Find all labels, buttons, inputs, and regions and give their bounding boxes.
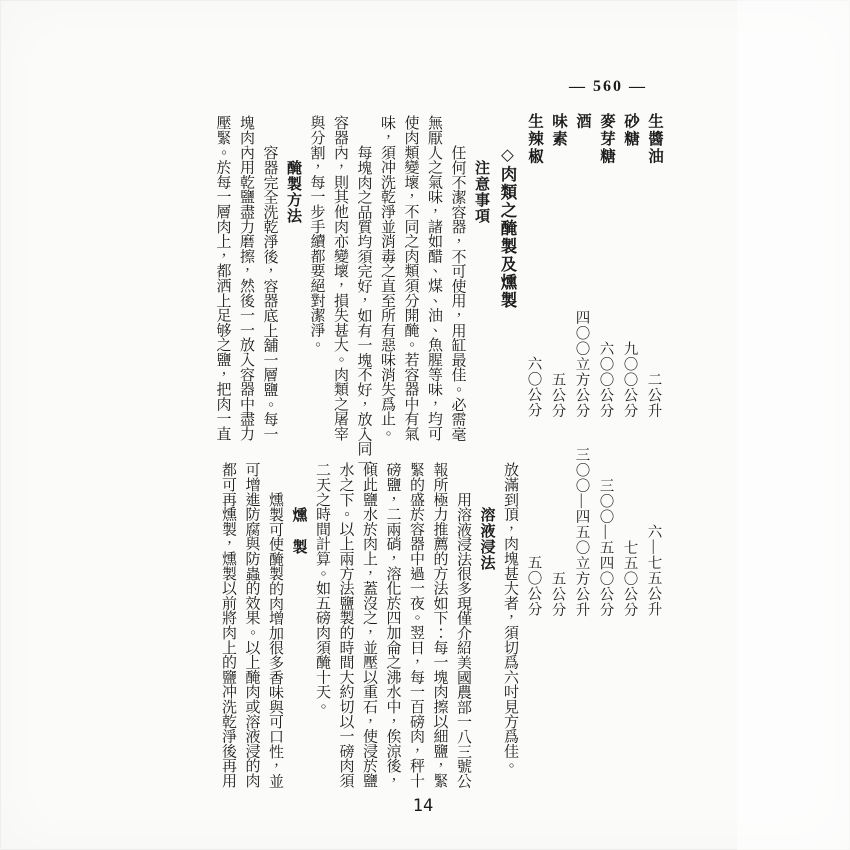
text-column: 都可再燻製，燻製以前將肉上的鹽冲洗乾淨後再用	[220, 462, 236, 788]
subsection-heading: 溶液浸法	[478, 507, 495, 571]
ingredient-amount-batch1: 九〇〇公分	[621, 340, 638, 418]
article-bottom-register	[209, 462, 517, 812]
subsection-heading: 燻 製	[290, 507, 307, 555]
subsection-heading: 注意事項	[473, 160, 489, 224]
text-column: 緊的盛於容器中過一夜。翌日，每一百磅肉，秤十	[408, 462, 424, 788]
text-column: 味，須冲洗乾淨並消毒之直至所有惡味消失爲止。	[379, 115, 395, 441]
ingredient-column	[546, 113, 570, 619]
ingredient-column	[594, 113, 618, 619]
text-column: 壓緊。於每一層肉上，都洒上足够之鹽，把肉一直	[214, 115, 231, 441]
subsection-heading: 醃製方法	[285, 160, 301, 224]
ingredient-name: 麥芽糖	[598, 113, 615, 166]
text-column: 放滿到頂，肉塊甚大者，須切爲六吋見方爲佳。	[502, 462, 518, 773]
ingredient-name: 生醬油	[646, 113, 663, 166]
section-title: ◇肉類之醃製及燻製	[498, 145, 517, 310]
ingredient-column	[522, 113, 546, 619]
text-column: 磅鹽，二兩硝，溶化於四加侖之沸水中，俟涼後，	[384, 462, 401, 788]
ingredient-amount-batch2: 三〇〇—五四〇公分	[597, 477, 614, 617]
text-column: 無厭人之氣味，諸如醋、煤、油、魚腥等味，均可	[426, 115, 442, 441]
ingredient-amount-batch1: 五公分	[549, 371, 566, 418]
ingredient-column	[570, 113, 594, 619]
article-top-register	[207, 115, 517, 471]
page-number: 14	[412, 796, 434, 816]
ingredient-name: 味素	[550, 113, 567, 148]
ingredient-amount-batch2: 五公分	[549, 570, 566, 617]
text-column: 每塊肉之品質均須完好，如有一塊不好，放入同一	[355, 145, 372, 471]
text-column: 可增進防腐與防蟲的效果。以上醃肉或溶液浸的肉	[243, 462, 260, 788]
ingredient-amount-batch2: 六—七五公升	[645, 524, 662, 617]
text-column: 二天之時間計算。如五磅肉須醃十天。	[314, 462, 330, 714]
text-column: 用溶液浸法很多現僅介紹美國農部一八三號公	[455, 492, 471, 789]
text-column: 塊肉內用乾鹽盡力磨擦，然後一一放入容器中盡力	[238, 115, 254, 441]
ingredient-name: 生辣椒	[526, 113, 543, 166]
text-column: 燻製可使醃製的肉增加很多香味與可口性，並	[267, 492, 283, 789]
page-header-folio: — 560 —	[569, 78, 647, 95]
ingredient-name: 酒	[574, 113, 591, 131]
ingredient-amount-batch1: 六〇公分	[525, 356, 542, 418]
text-column: 與分割，每一步手續都要絕對潔淨。	[308, 115, 325, 352]
ingredient-name: 砂糖	[622, 113, 639, 148]
text-column: 使肉類變壞，不同之肉類須分開醃。若容器中有氣	[402, 115, 419, 441]
ingredient-amount-batch2: 五〇公分	[525, 555, 542, 617]
ingredient-amount-batch1: 六〇〇公分	[597, 340, 614, 418]
text-column: 報所極力推薦的方法如下：每一塊肉擦以細鹽，緊	[431, 462, 448, 788]
ingredient-amount-batch2: 三〇〇—四五〇立方公升	[573, 446, 590, 617]
ingredient-amount-batch2: 七五〇公分	[621, 539, 638, 617]
ingredient-amount-batch1: 二公升	[645, 371, 662, 418]
text-column: 水之下。以上兩方法鹽製的時間大約切以一磅肉須	[337, 462, 354, 788]
ingredient-column	[618, 113, 642, 619]
ingredient-amount-batch1: 四〇〇立方公分	[573, 309, 590, 418]
scan-page-edge	[737, 0, 850, 850]
text-column: 任何不潔容器，不可使用，用缸最佳。必需毫	[449, 145, 466, 442]
recipe-table	[522, 113, 666, 619]
ingredient-column	[642, 113, 666, 619]
text-column: 容器內，則其他肉亦變壞，損失甚大。肉類之屠宰	[332, 115, 348, 441]
text-column: 容器完全洗乾淨後，容器底上舖一層鹽。每一	[261, 145, 278, 442]
text-column: 傾此鹽水於肉上，蓋沒之，並壓以重石，使浸於鹽	[361, 462, 377, 788]
